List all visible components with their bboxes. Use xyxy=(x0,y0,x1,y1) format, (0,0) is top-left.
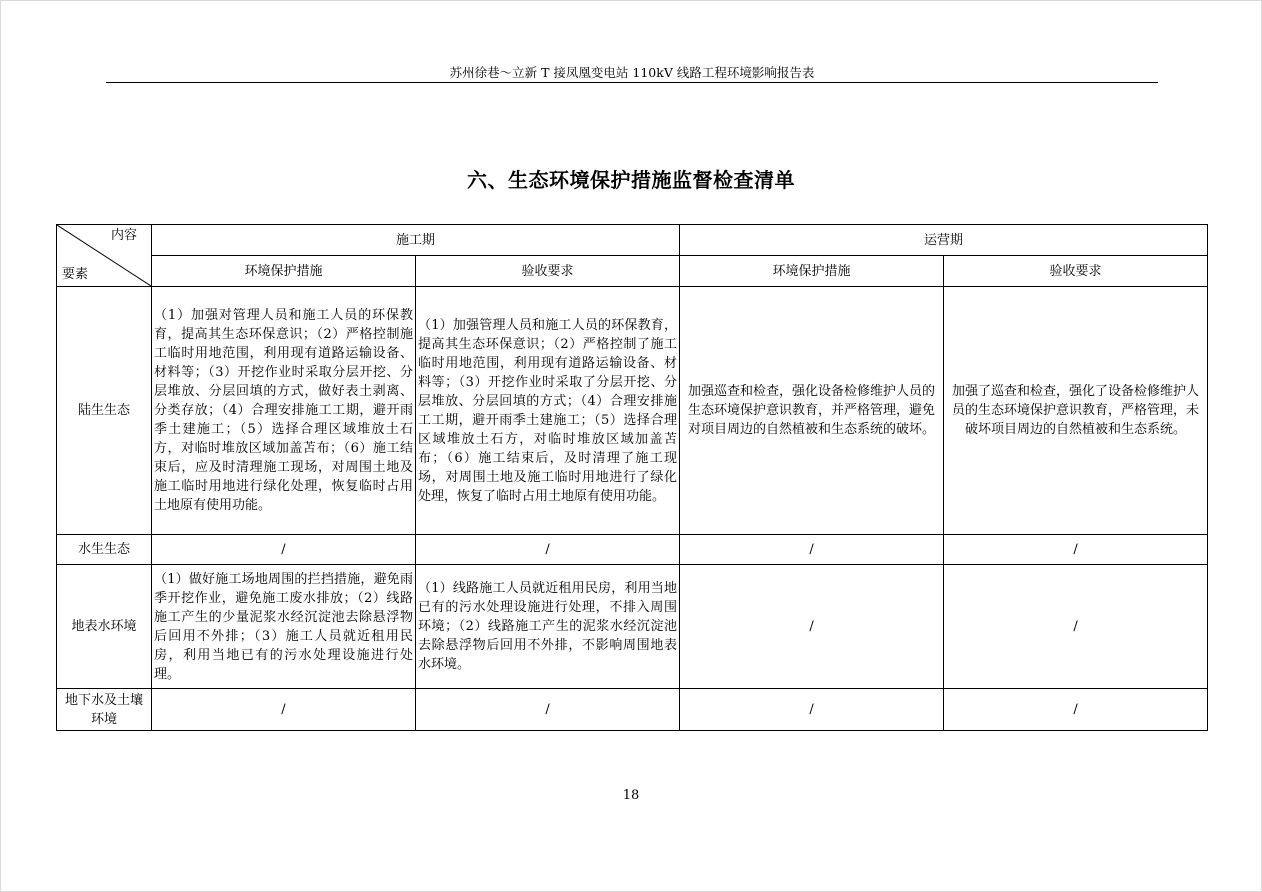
supervision-checklist-table xyxy=(56,224,1208,731)
row-element-label: 陆生生态 xyxy=(57,287,152,535)
running-header: 苏州徐巷～立新 T 接凤凰变电站 110kV 线路工程环境影响报告表 xyxy=(449,65,815,80)
corner-label-element: 要素 xyxy=(62,267,89,282)
table-cell: / xyxy=(680,689,944,731)
subheader-construction-measures: 环境保护措施 xyxy=(152,256,416,287)
subheader-operation-measures: 环境保护措施 xyxy=(680,256,944,287)
table-cell: （1）线路施工人员就近租用民房，利用当地已有的污水处理设施进行处理，不排入周围环境；（2）线路施工产生的泥浆水经沉淀池去除悬浮物后回用不外排，不影响周围地表水环境。 xyxy=(416,565,680,689)
table-header-row-phase xyxy=(57,225,1208,256)
subheader-operation-acceptance: 验收要求 xyxy=(944,256,1208,287)
row-element-label: 地表水环境 xyxy=(57,565,152,689)
page-number: 18 xyxy=(622,788,640,803)
table-cell: （1）加强对管理人员和施工人员的环保教育，提高其生态环保意识；（2）严格控制施工临时用地范围，利用现有道路运输设备、材料等；（3）开挖作业时采取分层开挖、分层堆放、分层回填的方式，做好表土剥离、分类存放；（4）合理安排施工工期，避开雨季土建施工；（5）选择合理区域堆放土石方，对临时堆放区域加盖苫布；（6）施工结束后，应及时清理施工现场，对周围土地及施工临时用地进行绿化处理，恢复临时占用土地原有使用功能。 xyxy=(152,287,416,535)
table-cell: 加强了巡查和检查，强化了设备检修维护人员的生态环境保护意识教育，严格管理，未破坏项目周边的自然植被和生态系统。 xyxy=(944,287,1208,535)
table-row xyxy=(57,689,1208,731)
table-row xyxy=(57,565,1208,689)
table-cell: / xyxy=(944,565,1208,689)
table-row xyxy=(57,287,1208,535)
table-cell: 加强巡查和检查，强化设备检修维护人员的生态环境保护意识教育，并严格管理，避免对项目周边的自然植被和生态系统的破坏。 xyxy=(680,287,944,535)
table-cell: / xyxy=(152,535,416,565)
corner-label-content: 内容 xyxy=(110,228,137,243)
section-title: 六、生态环境保护措施监督检查清单 xyxy=(467,168,795,192)
table-cell: / xyxy=(416,689,680,731)
row-element-label: 水生生态 xyxy=(57,535,152,565)
table-cell: / xyxy=(416,535,680,565)
table-cell: / xyxy=(944,535,1208,565)
table-cell: （1）加强管理人员和施工人员的环保教育，提高其生态环保意识；（2）严格控制了施工临时用地范围，利用现有道路运输设备、材料等；（3）开挖作业时采取了分层开挖、分层堆放、分层回填的方式；（4）合理安排施工工期，避开雨季土建施工；（5）选择合理区域堆放土石方，对临时堆放区域加盖苫布；（6）施工结束后，及时清理了施工现场，对周围土地及施工临时用地进行了绿化处理，恢复了临时占用土地原有使用功能。 xyxy=(416,287,680,535)
phase-header-construction: 施工期 xyxy=(152,225,680,256)
table-cell: / xyxy=(680,565,944,689)
row-element-label: 地下水及土壤环境 xyxy=(57,689,152,731)
header-rule xyxy=(106,82,1158,83)
table-cell: / xyxy=(680,535,944,565)
table-cell: / xyxy=(152,689,416,731)
table-header-row-sub xyxy=(57,256,1208,287)
table-row xyxy=(57,535,1208,565)
phase-header-operation: 运营期 xyxy=(680,225,1208,256)
table-cell: / xyxy=(944,689,1208,731)
table-cell: （1）做好施工场地周围的拦挡措施，避免雨季开挖作业，避免施工废水排放；（2）线路施工产生的少量泥浆水经沉淀池去除悬浮物后回用不外排；（3）施工人员就近租用民房，利用当地已有的污水处理设施进行处理。 xyxy=(152,565,416,689)
subheader-construction-acceptance: 验收要求 xyxy=(416,256,680,287)
diagonal-corner-cell xyxy=(57,225,152,287)
